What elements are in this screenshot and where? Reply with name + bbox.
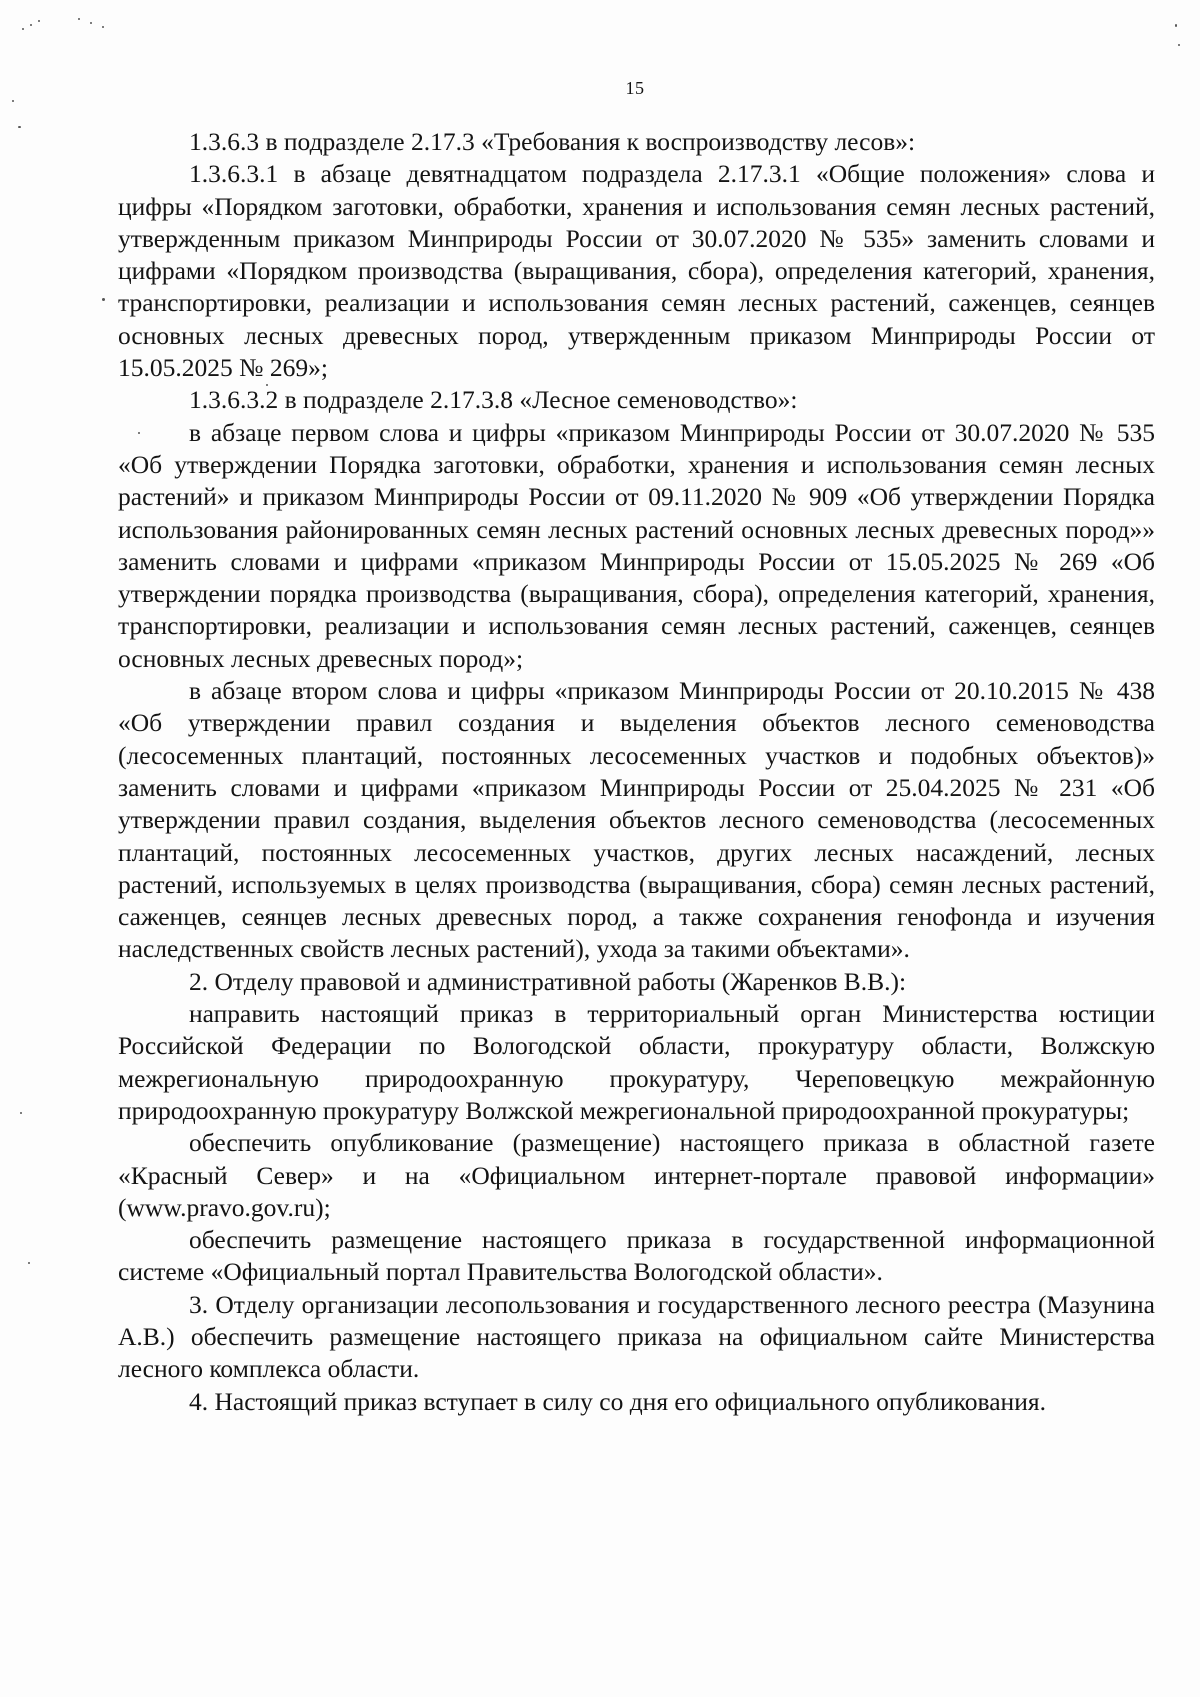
paragraph-item-4: 4. Настоящий приказ вступает в силу со дня его официального опубликования. [189, 1386, 1046, 1416]
scan-speck [18, 126, 21, 128]
paragraph-1-3-6-3: 1.3.6.3 в подразделе 2.17.3 «Требования к воспроизводству лесов»: [189, 127, 916, 156]
scan-speck [1175, 24, 1177, 27]
paragraph-send-order: направить настоящий приказ в территориальный орган Министерства юстиции Российской Федерации по Вологодской области, прокуратуру области, Волжскую межрегиональную природоохранную прокуратуру, Череповецкую межрайонную природоохранную прокуратуру Волжской межрегиональной природоохранной прокуратуры; [118, 999, 1155, 1125]
scan-speck [78, 18, 80, 20]
paragraph-first-abzac: в абзаце первом слова и цифры «приказом Минприроды России от 30.07.2020 № 535 «Об утверждении Порядка заготовки, обработки, хранения и использования семян лесных растений» и приказом Минприроды России от 09.11.2020 № 909 «Об утверждении Порядка использования районированных семян лесных растений основных лесных древесных пород»» заменить словами и цифрами «приказом Минприроды России от 15.05.2025 № 269 «Об утверждении порядка производства (выращивания, сбора), определения категорий, хранения, транспортировки, реализации и использования семян лесных растений, саженцев, сеянцев основных лесных древесных пород»; [118, 417, 1155, 673]
scan-speck [38, 20, 40, 22]
scan-speck [28, 1262, 30, 1264]
scan-speck [22, 28, 24, 30]
scan-speck [30, 24, 32, 26]
scan-speck [102, 298, 105, 301]
paragraph-second-abzac: в абзаце втором слова и цифры «приказом Минприроды России от 20.10.2015 № 438 «Об утверждении правил создания и выделения объектов лесного семеноводства (лесосеменных плантаций, постоянных лесосеменных участков и подобных объектов)» заменить словами и цифрами «приказом Минприроды России от 25.04.2025 № 231 «Об утверждении правил создания, выделения объектов лесного семеноводства (лесосеменных плантаций, постоянных лесосеменных участков, других лесных насаждений, лесных растений, используемых в целях производства (выращивания, сбора) семян лесных растений, саженцев, сеянцев лесных древесных пород, а также сохранения генофонда и изучения наследственных свойств лесных растений), ухода за такими объектами». [118, 676, 1155, 964]
scan-speck [90, 22, 92, 24]
scan-speck [102, 26, 104, 28]
paragraph-portal-placement: обеспечить размещение настоящего приказа в государственной информационной системе «Официальный портал Правительства Вологодской области». [118, 1225, 1155, 1287]
document-body [118, 126, 1155, 1418]
scan-speck [20, 1112, 22, 1114]
scan-speck [1178, 44, 1180, 46]
paragraph-item-3: 3. Отделу организации лесопользования и государственного лесного реестра (Мазунина А.В.) обеспечить размещение настоящего приказа на официальном сайте Министерства лесного комплекса области. [118, 1289, 1155, 1384]
paragraph-publication: обеспечить опубликование (размещение) настоящего приказа в областной газете «Красный Север» и на «Официальном интернет-портале правовой информации» (www.pravo.gov.ru); [118, 1128, 1155, 1222]
page-number: 15 [625, 78, 645, 98]
scan-speck [12, 100, 14, 102]
paragraph-1-3-6-3-1: 1.3.6.3.1 в абзаце девятнадцатом подраздела 2.17.3.1 «Общие положения» слова и цифры «Порядком заготовки, обработки, хранения и использования семян лесных растений, утвержденным приказом Минприроды России от 30.07.2020 № 535» заменить словами и цифрами «Порядком производства (выращивания, сбора), определения категорий, хранения, транспортировки, реализации и использования семян лесных растений, саженцев, сеянцев основных лесных древесных пород, утвержденным приказом Минприроды России от 15.05.2025 № 269»; [118, 159, 1155, 383]
paragraph-1-3-6-3-2: 1.3.6.3.2 в подразделе 2.17.3.8 «Лесное семеноводство»: [189, 385, 798, 415]
paragraph-item-2: 2. Отделу правовой и административной работы (Жаренков В.В.): [189, 966, 907, 996]
